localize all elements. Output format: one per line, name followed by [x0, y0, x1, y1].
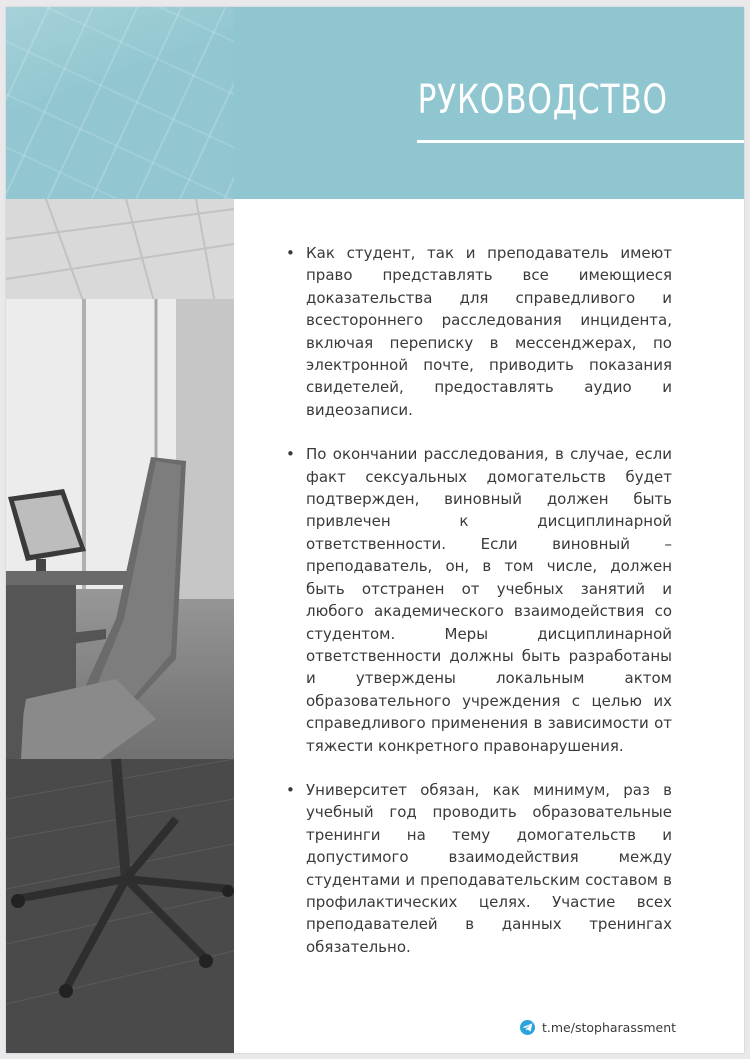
guidelines-content [282, 242, 672, 980]
title-underline [417, 140, 744, 143]
bullet-icon: • [286, 244, 295, 262]
guidelines-list [282, 242, 672, 958]
header-band [6, 7, 744, 199]
list-item [282, 443, 672, 757]
list-item-text: Университет обязан, как минимум, раз в учебный год проводить образовательные тренинги на тему домогательств и допустимого взаимодействия между студентами и преподавательским составом в профилактических целях. Участие всех преподавателей в данных тренингах обязательно. [306, 780, 672, 956]
bullet-icon: • [286, 445, 295, 464]
list-item-text: По окончании расследования, в случае, если факт сексуальных домогательств будет подтвержден, виновный должен быть привлечен к дисциплинарной ответственности. Если виновный – преподаватель, он, в том числе, должен быть отстранен от учебных занятий и любого академического взаимодействия со студентом. Меры дисциплинарной ответственности должны быть разработаны и утверждены локальным актом образовательного учреждения с целью их справедливого применения в зависимости от тяжести конкретного правонарушения. [306, 445, 672, 755]
list-item [282, 779, 672, 958]
telegram-link-text[interactable]: t.me/stopharassment [542, 1019, 677, 1035]
document-page [6, 7, 744, 1053]
office-photo [6, 199, 234, 1053]
list-item-text: Как студент, так и преподаватель имеют право представлять все имеющиеся доказательства для справедливого и всестороннего расследования инцидента, включая переписку в мессенджерах, по электронной почте, приводить показания свидетелей, предоставлять аудио и видеозаписи. [306, 244, 672, 419]
ceiling-photo [6, 7, 234, 199]
bullet-icon: • [286, 780, 295, 799]
footer-link[interactable] [520, 1018, 676, 1036]
list-item [282, 242, 672, 421]
page-title: РУКОВОДСТВО [417, 77, 668, 123]
telegram-icon [520, 1020, 535, 1035]
